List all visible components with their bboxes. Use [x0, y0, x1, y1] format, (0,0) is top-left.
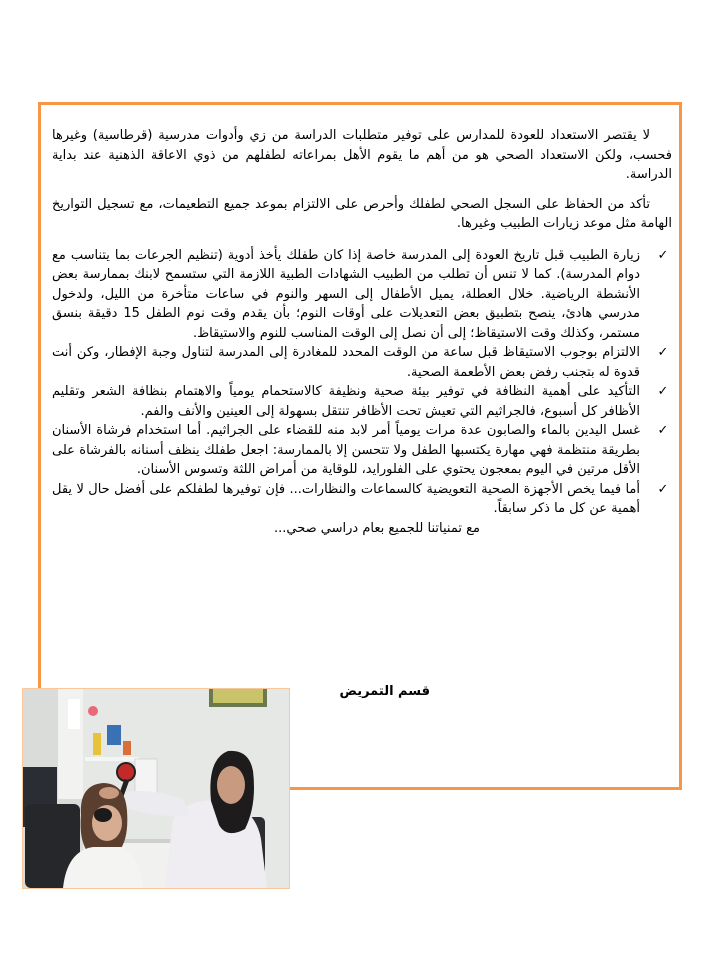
checklist-item-text: زيارة الطبيب قبل تاريخ العودة إلى المدرسة خاصة إذا كان طفلك يأخذ أدوية (تنظيم الجرعات بما يتناسب مع دوام المدرسة). كما لا تنس أن تطلب من الطبيب الشهادات الطبية اللازمة التي ستسمح لابنك بممارسة بعض الأنشطة الرياضية. خلال العطلة، يميل الأطفال إلى السهر والنوم في ساعات متأخرة من الليل، ولدخول مدرسي هادئ، ينصح بتطبيق بعض التعديلات على أوقات النوم؛ بأن يقدم وقت نوم الطفل 15 دقيقة بنسق مستمر، وكذلك وقت الاستيقاظ؛ إلى أن نصل إلى الوقت المناسب للنوم والاستيقاظ.: [52, 247, 641, 341]
paper-note: [68, 699, 80, 729]
checkmark-icon: ✓: [657, 423, 669, 438]
nurse-hand: [99, 787, 119, 799]
toy-figure-2: [123, 741, 131, 755]
checklist-item-hygiene: [52, 382, 672, 421]
closing-wishes: مع تمنياتنا للجميع بعام دراسي صحي...: [274, 520, 480, 536]
checklist-item-devices: [52, 480, 672, 519]
checklist-item-text: أما فيما يخص الأجهزة الصحية التعويضية كالسماعات والنظارات... فإن توفيرها لطفلكم على أفضل حال لا يقل أهمية عن كل ما ذكر سابقاً.: [52, 481, 640, 516]
checklist-item-text: غسل اليدين بالماء والصابون عدة مرات يومياً أمر لابد منه للقضاء على الجراثيم. أما استخدام فرشاة الأسنان بطريقة منتظمة فهي مهارة يكتسبها الطفل ولا تتحسن إلا بالممارسة: اجعل طفلك ينظف أسنانه بالفرشاة على الأقل مرتين في اليوم بمعجون يحتوي على الفلورايد، للوقاية من أمراض اللثة وتسوس الأسنان.: [52, 423, 640, 477]
checkmark-icon: ✓: [657, 247, 669, 263]
eye-occluder-paddle: [117, 763, 135, 781]
checklist-item-wake-up: [52, 343, 672, 382]
tips-checklist: [52, 246, 672, 519]
nurse-eye-exam-photo: [22, 688, 290, 889]
checklist-item-doctor-visit: [52, 246, 672, 344]
intro-paragraph: لا يقتصر الاستعداد للعودة للمدارس على توفير متطلبات الدراسة من زي وأدوات مدرسية (قرطاسية) وغيرها فحسب، ولكن الاستعداد الصحي هو من أهم ما يقوم الأهل بمراعاته لطفلهم من ذوي الاعاقة الذهنية عند بداية الدراسة.: [52, 128, 672, 182]
health-record-paragraph: تأكد من الحفاظ على السجل الصحي لطفلك وأحرص على الالتزام بموعد جميع التطعيمات، مع تسجيل التواريخ الهامة مثل موعد زيارات الطبيب وغيرها.: [52, 196, 672, 231]
checkmark-icon: ✓: [657, 384, 669, 399]
shelf: [85, 757, 139, 761]
toy-figure: [93, 733, 101, 755]
photo-frame-toy: [107, 725, 121, 745]
checkmark-icon: ✓: [657, 345, 669, 360]
photo-illustration: [23, 689, 289, 888]
apple-decoration: [88, 706, 98, 716]
checklist-item-text: الالتزام بوجوب الاستيقاظ قبل ساعة من الوقت المحدد للمغادرة إلى المدرسة لتناول وجبة الإفطار، وكن أنت قدوة له بتجنب رفض بعض الأطعمة الصحية.: [52, 345, 640, 380]
wall-paper: [135, 759, 157, 795]
checkmark-icon: ✓: [657, 481, 669, 497]
checklist-item-text: التأكيد على أهمية النظافة في توفير بيئة صحية ونظيفة كالاستحمام يومياً والاهتمام بنظافة الشعر وتقليم الأظافر كل أسبوع، فالجراثيم التي تعيش تحت الأظافر تنتقل بسهولة إلى العينين والأنف والفم.: [52, 384, 640, 419]
eye-patch: [94, 808, 112, 822]
checklist-item-handwashing: [52, 421, 672, 480]
nurse-face: [217, 766, 245, 804]
wall-picture: [213, 689, 263, 703]
signature-department: قسم التمريض: [339, 684, 430, 699]
document-body: [52, 126, 672, 538]
